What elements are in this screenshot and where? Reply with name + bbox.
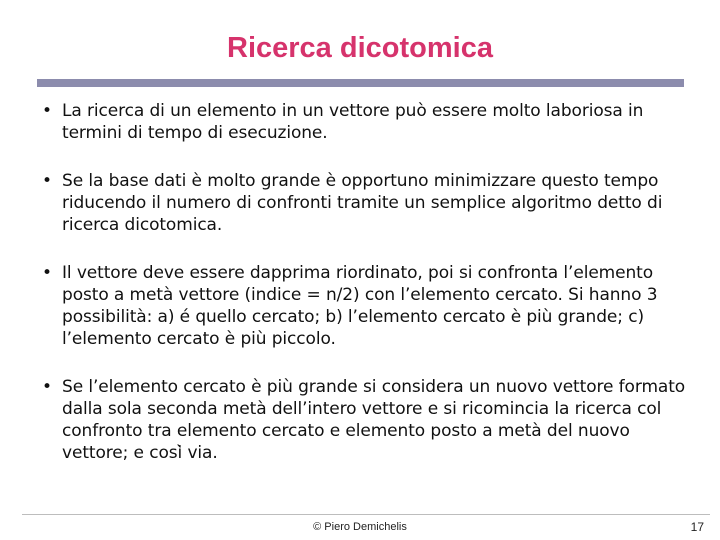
bullet-marker: •	[42, 263, 52, 283]
bullet-item-2	[36, 170, 696, 236]
bullet-marker: •	[42, 171, 52, 191]
title-divider	[37, 79, 684, 87]
page-number: 17	[690, 520, 704, 534]
bullet-item-1	[36, 100, 696, 144]
slide-title: Ricerca dicotomica	[227, 32, 493, 64]
bullet-text: Se l’elemento cercato è più grande si considera un nuovo vettore formato dalla sola seconda metà dell’intero vettore e si ricomincia la ricerca col confronto tra elemento cercato e elemento posto a metà del nuovo vettore; e cosi̇̀ via.	[62, 377, 686, 463]
bullet-text: La ricerca di un elemento in un vettore può essere molto laboriosa in termini di tempo di esecuzione.	[62, 101, 644, 143]
footer-divider	[22, 514, 710, 515]
bullet-item-4	[36, 376, 696, 464]
bullet-item-3	[36, 262, 696, 350]
footer-credit: © Piero Demichelis	[313, 521, 407, 533]
bullet-marker: •	[42, 377, 52, 397]
bullet-list	[36, 100, 696, 490]
bullet-marker: •	[42, 101, 52, 121]
bullet-text: Il vettore deve essere dapprima riordinato, poi si confronta l’elemento posto a metà vettore (indice = n/2) con l’elemento cercato. Si hanno 3 possibilità: a) é quello cercato; b) l’elemento cercato è più grande; c) l’elemento cercato è più piccolo.	[62, 263, 658, 349]
bullet-text: Se la base dati è molto grande è opportuno minimizzare questo tempo riducendo il numero di confronti tramite un semplice algoritmo detto di ricerca dicotomica.	[62, 171, 663, 235]
